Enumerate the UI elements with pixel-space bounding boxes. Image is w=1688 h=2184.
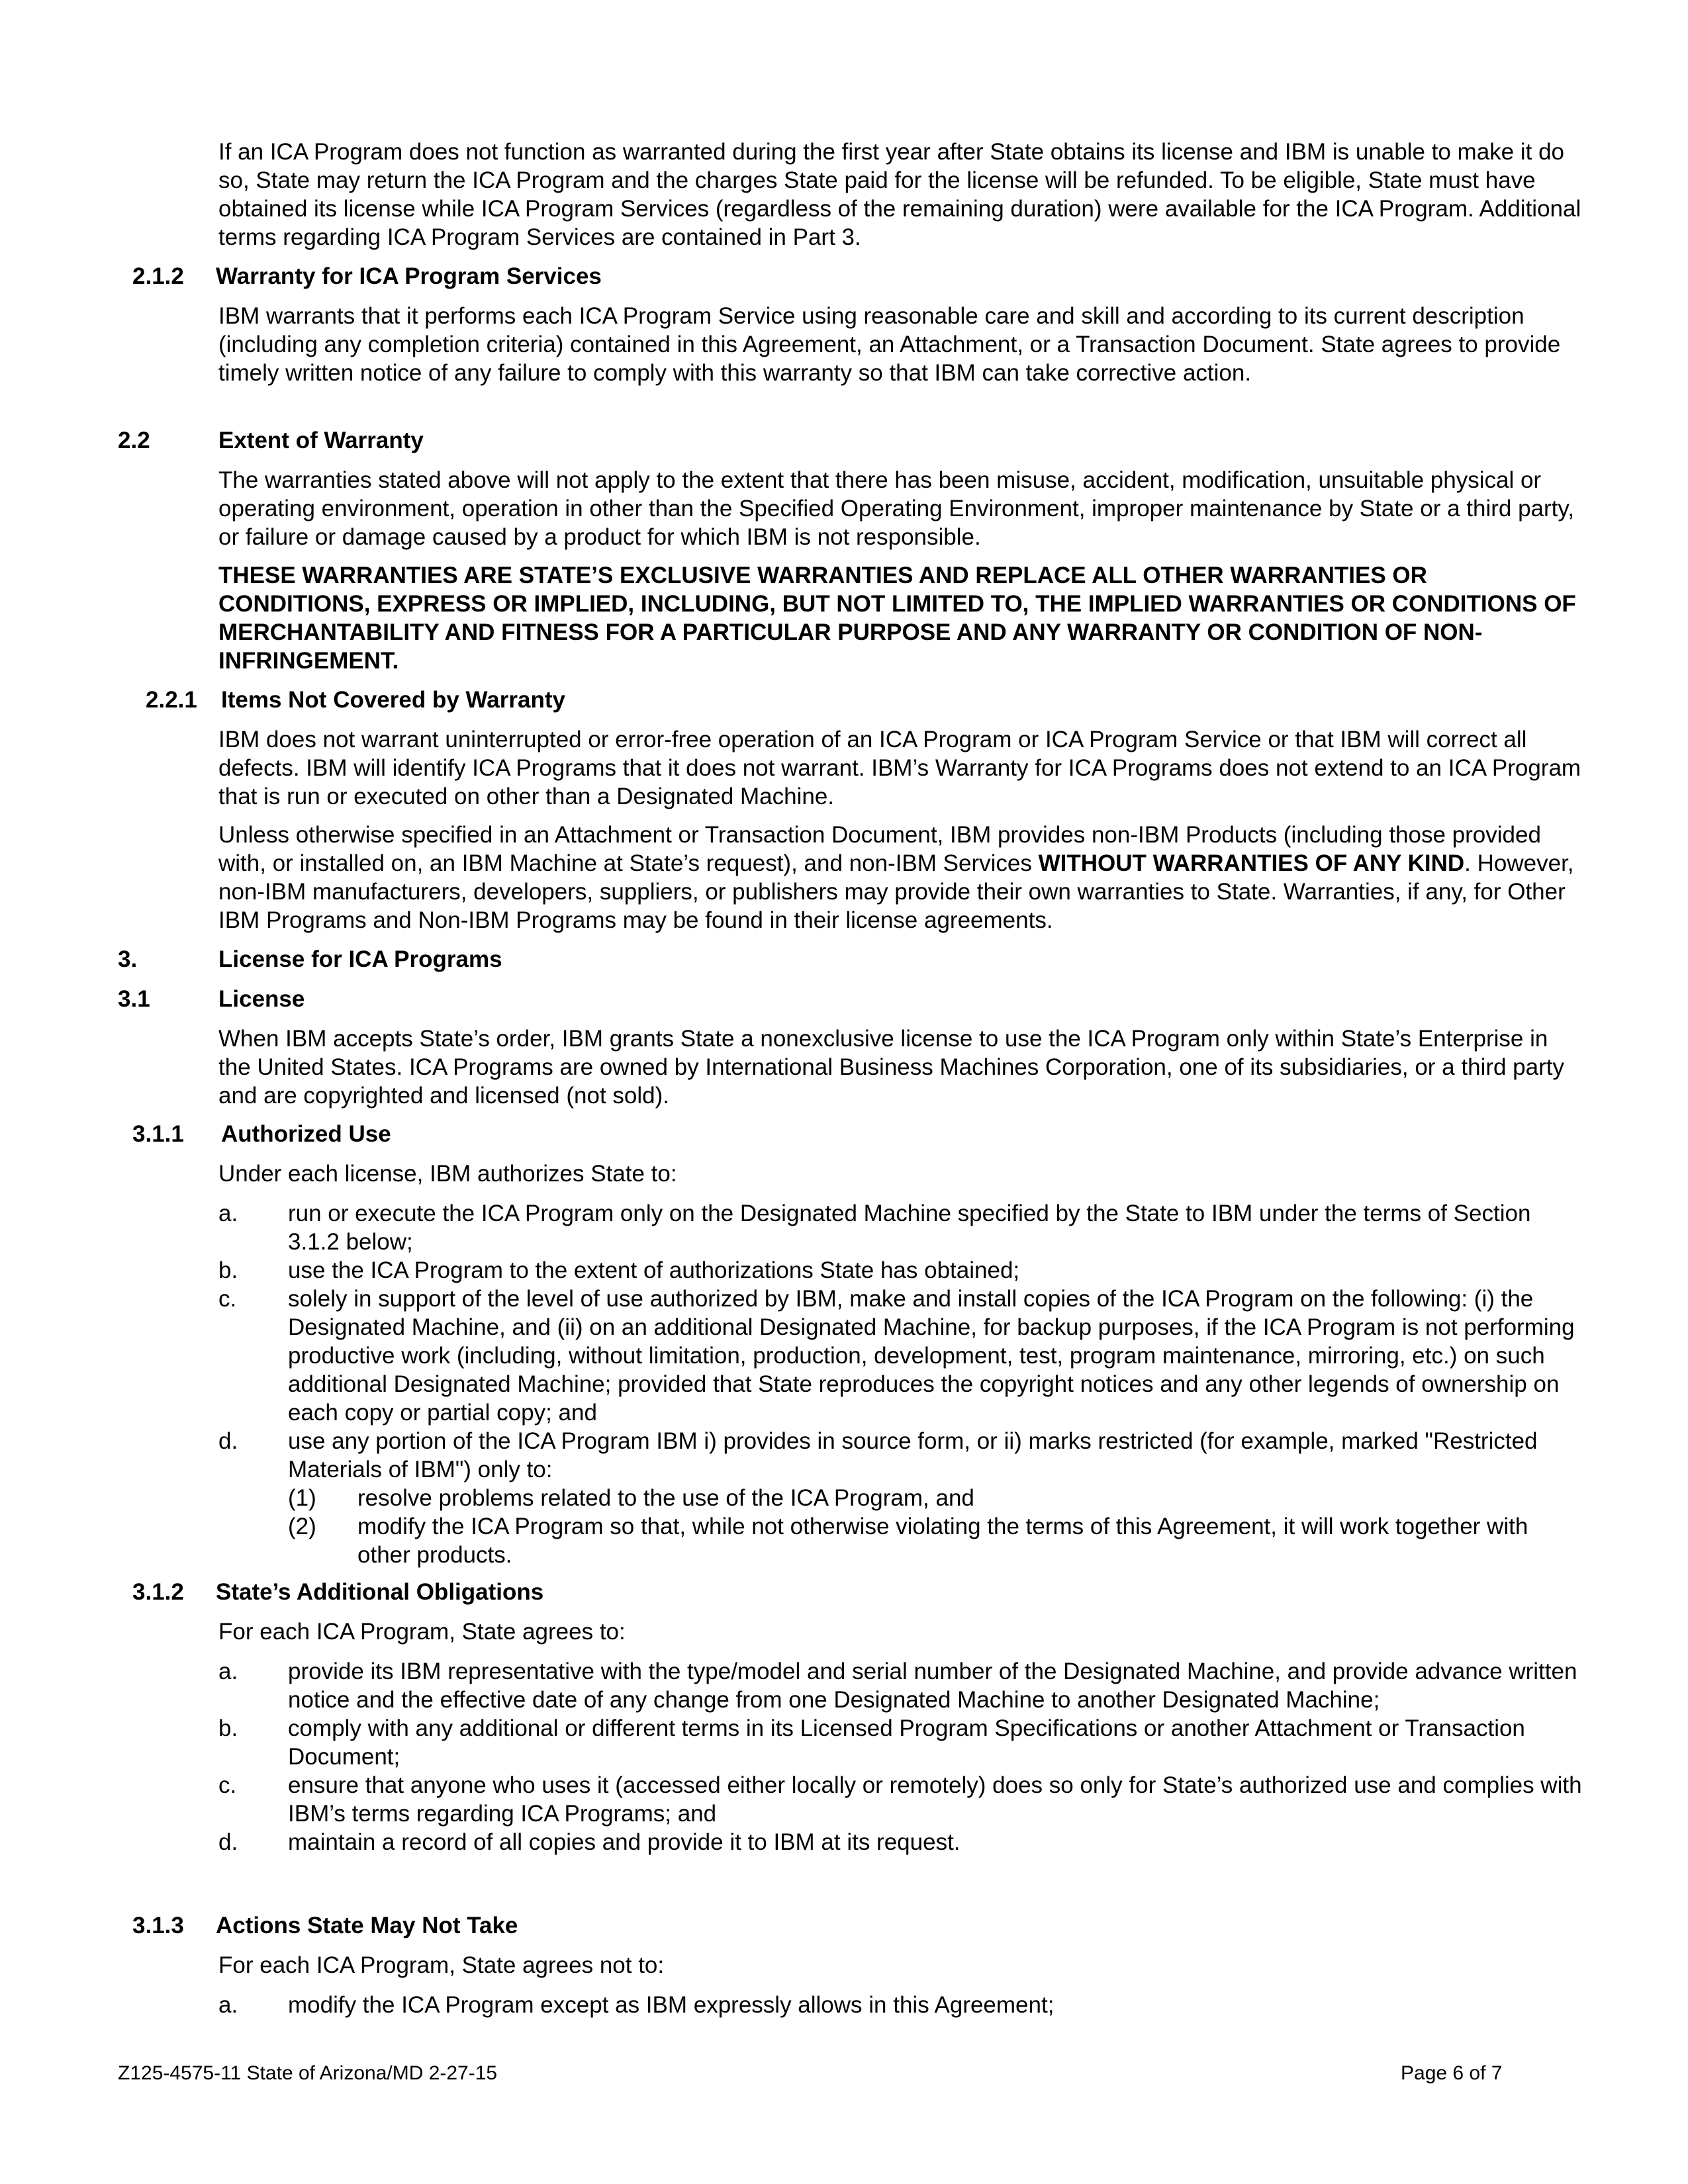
section-title: License xyxy=(218,986,305,1012)
paragraph-warranty-exclusions: The warranties stated above will not apply to the extent that there has been misuse, accident, modification, unsuitable physical or operating environment, operation in other than the Specified Operating Environment, improper maintenance by State or a third party, or failure or damage caused by a product for which IBM is not responsible. xyxy=(218,467,1575,550)
footer-page-number: Page 6 of 7 xyxy=(1401,2062,1503,2084)
list-marker: b. xyxy=(218,1257,238,1283)
list-item: b. use the ICA Program to the extent of authorizations State has obtained; xyxy=(218,1257,1020,1283)
section-title: Authorized Use xyxy=(221,1121,391,1147)
footer-document-id: Z125-4575-11 State of Arizona/MD 2-27-15 xyxy=(118,2062,498,2084)
section-title: License for ICA Programs xyxy=(218,946,502,972)
list-item: a. modify the ICA Program except as IBM expressly allows in this Agreement; xyxy=(218,1992,1055,2018)
list-item: c. ensure that anyone who uses it (accessed either locally or remotely) does so only for State’s authorized use and complies with IBM’s terms regarding ICA Programs; and xyxy=(218,1772,1582,1827)
paragraph-obligations-intro: For each ICA Program, State agrees to: xyxy=(218,1619,626,1645)
sub-list-marker: (2) xyxy=(288,1514,316,1539)
section-title: Actions State May Not Take xyxy=(216,1913,518,1938)
paragraph-authorizes-intro: Under each license, IBM authorizes State to: xyxy=(218,1161,677,1187)
list-marker: c. xyxy=(218,1772,237,1798)
list-marker: a. xyxy=(218,1201,238,1226)
section-number: 3.1 xyxy=(118,986,150,1012)
list-item: a. run or execute the ICA Program only on the Designated Machine specified by the State to IBM under the terms of Section 3.1.2 below; xyxy=(218,1201,1531,1255)
list-item: c. solely in support of the level of use authorized by IBM, make and install copies of the ICA Program on the following: (i) the Designated Machine, and (ii) on an additional Designated Machine, for backup purposes, if the ICA Program is not performing productive work (including, without limitation, production, development, test, program maintenance, mirroring, etc.) on such additional Designated Machine; provided that State reproduces the copyright notices and any other legends of ownership on each copy or partial copy; and xyxy=(218,1286,1575,1426)
emphasis-without-warranties: WITHOUT WARRANTIES OF ANY KIND xyxy=(1038,850,1465,876)
list-item: b. comply with any additional or different terms in its Licensed Program Specifications or another Attachment or Transaction Document; xyxy=(218,1715,1525,1770)
list-actions-not-take xyxy=(218,1991,1582,2019)
list-authorized-use xyxy=(218,1199,1582,1569)
sub-list-item: (2) modify the ICA Program so that, while not otherwise violating the terms of this Agreement, it will work together with other products. xyxy=(288,1514,1528,1568)
section-title: Extent of Warranty xyxy=(218,428,424,453)
list-marker: a. xyxy=(218,1659,238,1684)
section-number: 3.1.2 xyxy=(132,1579,184,1605)
list-marker: a. xyxy=(218,1992,238,2018)
section-number: 3.1.1 xyxy=(132,1121,184,1147)
section-number: 3.1.3 xyxy=(132,1913,184,1938)
paragraph-refund-terms: If an ICA Program does not function as warranted during the first year after State obtains its license and IBM is unable to make it do so, State may return the ICA Program and the charges State paid for the license will be refunded. To be eligible, State must have obtained its license while ICA Program Services (regardless of the remaining duration) were available for the ICA Program. Additional terms regarding ICA Program Services are contained in Part 3. xyxy=(218,139,1581,250)
list-item: d. maintain a record of all copies and provide it to IBM at its request. xyxy=(218,1829,961,1855)
list-marker: c. xyxy=(218,1286,237,1312)
paragraph-license-grant: When IBM accepts State’s order, IBM grants State a nonexclusive license to use the ICA Program only within State’s Enterprise in the United States. ICA Programs are owned by International Business Machines Corporation, one of its subsidiaries, or a third party and are copyrighted and licensed (not sold). xyxy=(218,1026,1564,1109)
list-additional-obligations xyxy=(218,1657,1582,1856)
list-marker: d. xyxy=(218,1428,238,1454)
list-marker: b. xyxy=(218,1715,238,1741)
paragraph-not-to-intro: For each ICA Program, State agrees not to: xyxy=(218,1952,665,1978)
section-number: 3. xyxy=(118,946,138,972)
sub-list-marker: (1) xyxy=(288,1485,316,1511)
sub-list-item: (1) resolve problems related to the use of the ICA Program, and xyxy=(288,1485,974,1511)
section-number: 2.2 xyxy=(118,428,150,453)
section-title: State’s Additional Obligations xyxy=(216,1579,544,1605)
section-title: Items Not Covered by Warranty xyxy=(221,687,565,713)
section-title: Warranty for ICA Program Services xyxy=(216,263,602,289)
section-number: 2.1.2 xyxy=(132,263,184,289)
paragraph-exclusive-warranties: THESE WARRANTIES ARE STATE’S EXCLUSIVE WARRANTIES AND REPLACE ALL OTHER WARRANTIES OR CONDITIONS, EXPRESS OR IMPLIED, INCLUDING, BUT NOT LIMITED TO, THE IMPLIED WARRANTIES OR CONDITIONS OF MERCHANTABILITY AND FITNESS FOR A PARTICULAR PURPOSE AND ANY WARRANTY OR CONDITION OF NON-INFRINGEMENT. xyxy=(218,563,1576,674)
section-number: 2.2.1 xyxy=(146,687,197,713)
paragraph-not-warranted: IBM does not warrant uninterrupted or error-free operation of an ICA Program or ICA Program Service or that IBM will correct all defects. IBM will identify ICA Programs that it does not warrant. IBM’s Warranty for ICA Programs does not extend to an ICA Program that is run or executed on other than a Designated Machine. xyxy=(218,727,1581,809)
list-item: a. provide its IBM representative with the type/model and serial number of the Designated Machine, and provide advance written notice and the effective date of any change from one Designated Machine to another Designated Machine; xyxy=(218,1659,1577,1713)
list-marker: d. xyxy=(218,1829,238,1855)
paragraph-service-warranty: IBM warrants that it performs each ICA Program Service using reasonable care and skill and according to its current description (including any completion criteria) contained in this Agreement, an Attachment, or a Transaction Document. State agrees to provide timely written notice of any failure to comply with this warranty so that IBM can take corrective action. xyxy=(218,303,1561,386)
paragraph-non-ibm-products: Unless otherwise specified in an Attachment or Transaction Document, IBM provides non-IBM Products (including those provided with, or installed on, an IBM Machine at State’s request), and non-IBM Services WITHOUT WARRANTIES OF ANY KIND. However, non-IBM manufacturers, developers, suppliers, or publishers may provide their own warranties to State. Warranties, if any, for Other IBM Programs and Non-IBM Programs may be found in their license agreements. xyxy=(218,822,1574,933)
list-item: d. use any portion of the ICA Program IBM i) provides in source form, or ii) marks restricted (for example, marked "Restricted Materials of IBM") only to: (1) resolve problems related to the use of the ICA Program, and (2) modify the ICA Program so that, while not otherwise violating the terms of this Agreement, it will work together with other products. xyxy=(218,1427,1582,1569)
